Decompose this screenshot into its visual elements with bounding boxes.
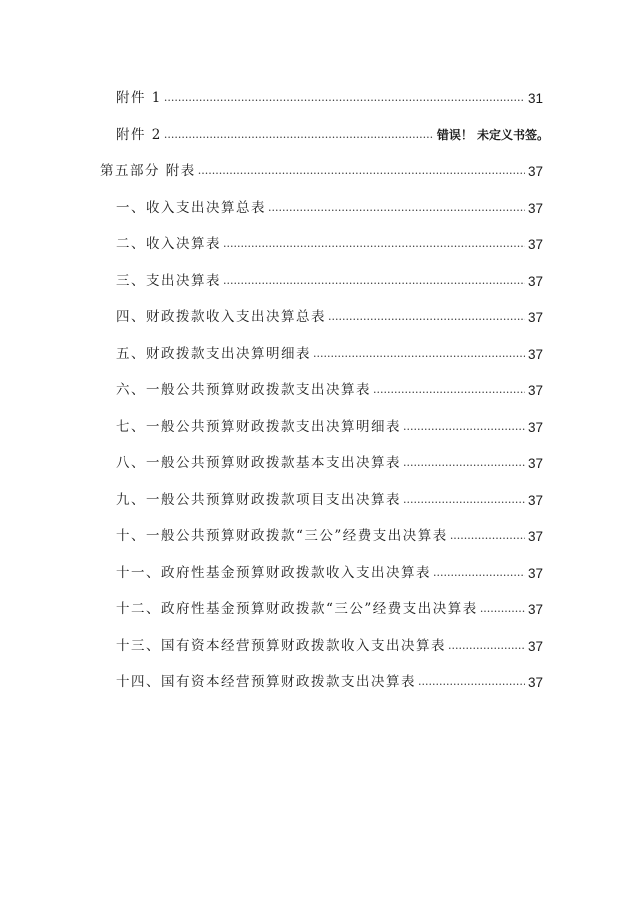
- dot-leader: [164, 92, 525, 103]
- toc-entry-page: 37: [527, 675, 543, 690]
- dot-leader: [403, 457, 525, 468]
- toc-entry[interactable]: [116, 447, 543, 471]
- toc-entry-page-error: 错误！ 未定义书签。: [436, 128, 549, 142]
- dot-leader: [313, 348, 525, 359]
- toc-entry-label: 附件 2: [116, 127, 162, 143]
- toc-entry-page: 37: [527, 237, 543, 252]
- toc-entry-page: 37: [527, 493, 543, 508]
- toc-entry[interactable]: [116, 593, 543, 617]
- toc-entry-label: 一、收入支出决算总表: [116, 200, 266, 216]
- toc-entry-page: 37: [527, 602, 543, 617]
- dot-leader: [164, 129, 434, 140]
- toc-entry[interactable]: [116, 301, 543, 325]
- dot-leader: [223, 275, 525, 286]
- dot-leader: [373, 384, 525, 395]
- toc-entry-label: 四、财政拨款收入支出决算总表: [116, 309, 326, 325]
- toc-entry-label: 附件 1: [116, 90, 162, 106]
- toc-entry-label: 五、财政拨款支出决算明细表: [116, 346, 311, 362]
- toc-entry-page: 37: [527, 201, 543, 216]
- toc-entry[interactable]: [116, 374, 543, 398]
- toc-entry-page: 37: [527, 274, 543, 289]
- dot-leader: [403, 421, 525, 432]
- dot-leader: [403, 494, 525, 505]
- toc-entry-page: 37: [527, 529, 543, 544]
- toc-entry-page: 37: [527, 639, 543, 654]
- toc-entry-page: 37: [527, 566, 543, 581]
- toc-entry-label: 九、一般公共预算财政拨款项目支出决算表: [116, 492, 401, 508]
- toc-entry-label: 七、一般公共预算财政拨款支出决算明细表: [116, 419, 401, 435]
- toc-entry-label: 六、一般公共预算财政拨款支出决算表: [116, 382, 371, 398]
- dot-leader: [448, 640, 525, 651]
- dot-leader: [433, 567, 525, 578]
- toc-entry-label: 十一、政府性基金预算财政拨款收入支出决算表: [116, 565, 431, 581]
- toc-entry[interactable]: [116, 192, 543, 216]
- toc-entry-label: 第五部分 附表: [100, 163, 196, 179]
- toc-entry-page: 37: [527, 310, 543, 325]
- toc-entry[interactable]: [116, 119, 549, 143]
- toc-entry-label: 二、收入决算表: [116, 236, 221, 252]
- dot-leader: [268, 202, 525, 213]
- toc-entry[interactable]: [116, 82, 543, 106]
- toc-entry-label: 十三、国有资本经营预算财政拨款收入支出决算表: [116, 638, 446, 654]
- toc-entry[interactable]: [116, 338, 543, 362]
- dot-leader: [198, 165, 525, 176]
- toc-entry-page: 37: [527, 456, 543, 471]
- toc-entry[interactable]: [116, 557, 543, 581]
- toc-entry-page: 37: [527, 383, 543, 398]
- toc-entry[interactable]: [116, 411, 543, 435]
- dot-leader: [480, 603, 525, 614]
- dot-leader: [328, 311, 525, 322]
- toc-entry-label: 八、一般公共预算财政拨款基本支出决算表: [116, 455, 401, 471]
- dot-leader: [223, 238, 525, 249]
- toc-entry-page: 31: [527, 91, 543, 106]
- toc-entry-page: 37: [527, 347, 543, 362]
- toc-entry[interactable]: [116, 520, 543, 544]
- toc-entry[interactable]: [116, 484, 543, 508]
- dot-leader: [450, 530, 525, 541]
- toc-entry[interactable]: [116, 228, 543, 252]
- toc-entry[interactable]: [100, 155, 543, 179]
- toc-entry[interactable]: [116, 630, 543, 654]
- toc-entry-label: 十、一般公共预算财政拨款“三公”经费支出决算表: [116, 528, 448, 544]
- toc-entry[interactable]: [116, 265, 543, 289]
- toc-entry-label: 十二、政府性基金预算财政拨款“三公”经费支出决算表: [116, 601, 478, 617]
- toc-entry-label: 三、支出决算表: [116, 273, 221, 289]
- toc-entry-page: 37: [527, 164, 543, 179]
- toc-entry-page: 37: [527, 420, 543, 435]
- toc-entry-label: 十四、国有资本经营预算财政拨款支出决算表: [116, 674, 416, 690]
- toc-entry[interactable]: [116, 666, 543, 690]
- dot-leader: [418, 676, 525, 687]
